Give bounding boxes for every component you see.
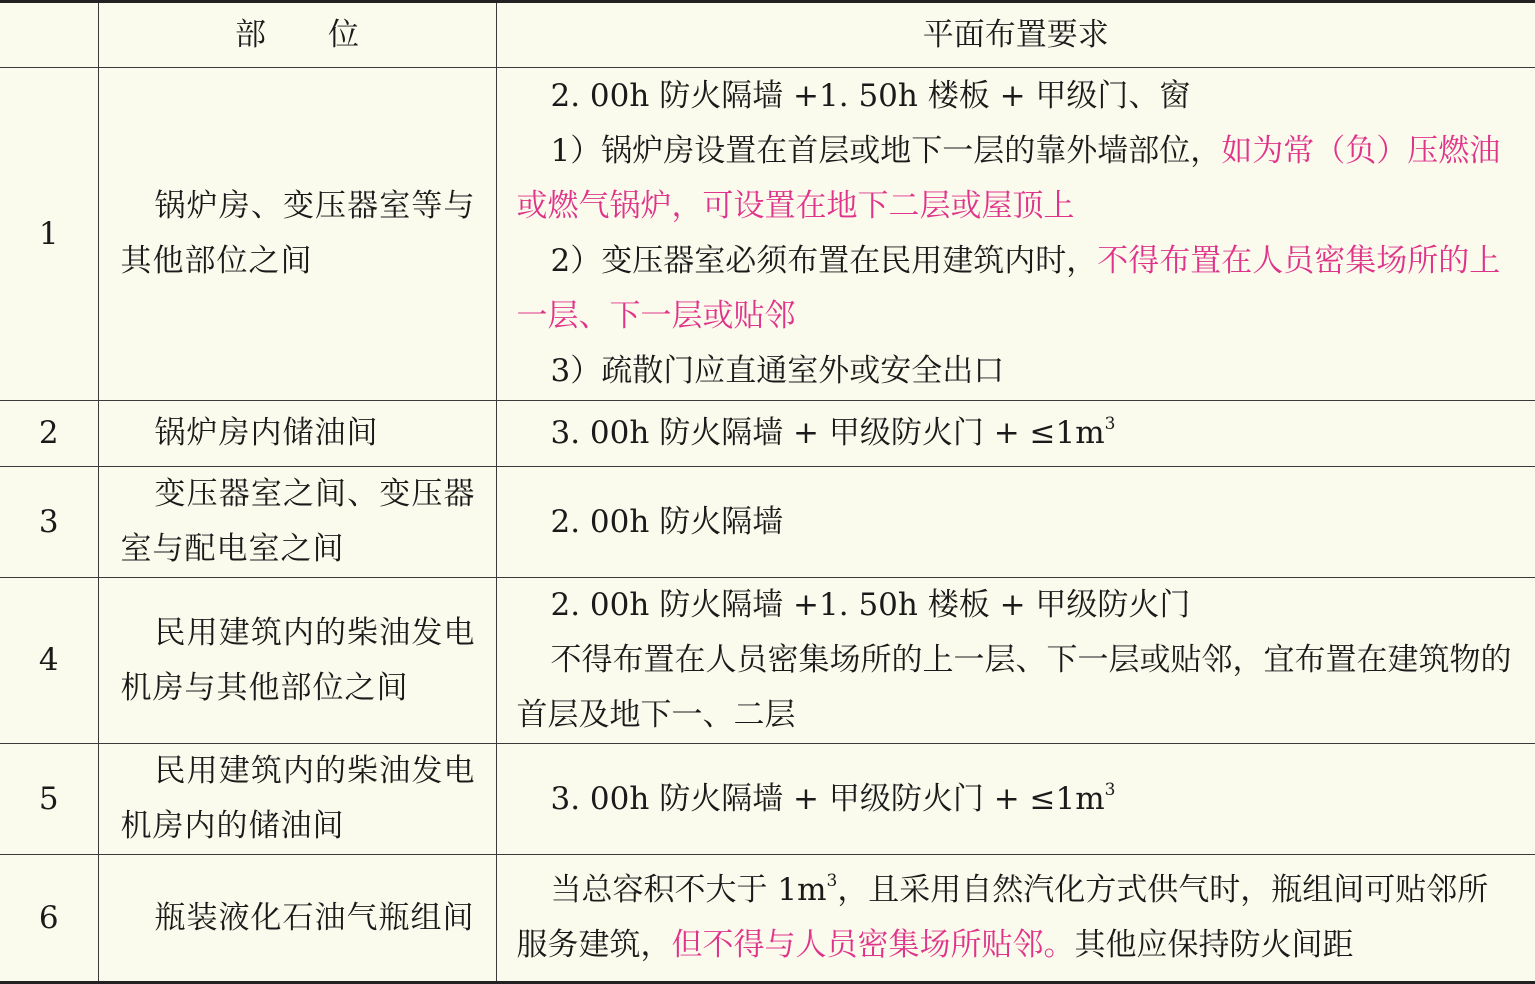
header-location: 部 位 [98, 2, 496, 68]
table-row [0, 467, 1535, 578]
row-requirement [496, 68, 1535, 401]
row-number: 3 [0, 467, 98, 578]
table-row [0, 401, 1535, 467]
row-requirement [496, 578, 1535, 744]
header-requirement: 平面布置要求 [496, 2, 1535, 68]
row-location: 锅炉房、变压器室等与其他部位之间 [98, 68, 496, 401]
row-number: 1 [0, 68, 98, 401]
row-location: 瓶装液化石油气瓶组间 [98, 855, 496, 983]
highlighted-text: 如为常（负）压燃油或燃气锅炉，可设置在地下二层或屋顶上 [516, 133, 1501, 224]
table-header-row [0, 2, 1535, 68]
row-number: 5 [0, 744, 98, 855]
row-location: 民用建筑内的柴油发电机房内的储油间 [98, 744, 496, 855]
row-location: 锅炉房内储油间 [98, 401, 496, 467]
highlighted-text: 但不得与人员密集场所贴邻。 [671, 927, 1075, 963]
row-location: 民用建筑内的柴油发电机房与其他部位之间 [98, 578, 496, 744]
req-paragraph: 不得布置在人员密集场所的上一层、下一层或贴邻，宜布置在建筑物的首层及地下一、二层 [516, 642, 1512, 733]
req-line: 2. 00h 防火隔墙 +1. 50h 楼板 + 甲级门、窗 [550, 78, 1191, 114]
req-line: 2. 00h 防火隔墙 +1. 50h 楼板 + 甲级防火门 [550, 587, 1191, 623]
row-number: 6 [0, 855, 98, 983]
req-paragraph: 2）变压器室必须布置在民用建筑内时，不得布置在人员密集场所的上一层、下一层或贴邻 [516, 243, 1501, 334]
row-requirement: 3. 00h 防火隔墙 + 甲级防火门 + $\le 1m^3$ [496, 744, 1535, 855]
row-location: 变压器室之间、变压器室与配电室之间 [98, 467, 496, 578]
row-requirement: 当总容积不大于 $1m^3$，且采用自然汽化方式供气时，瓶组间可贴邻所服务建筑，但不得与人员密集场所贴邻。其他应保持防火间距 [496, 855, 1535, 983]
row-number: 4 [0, 578, 98, 744]
req-paragraph: 1）锅炉房设置在首层或地下一层的靠外墙部位，如为常（负）压燃油或燃气锅炉，可设置在地下二层或屋顶上 [516, 133, 1501, 224]
row-number: 2 [0, 401, 98, 467]
highlighted-text: 不得布置在人员密集场所的上一层、下一层或贴邻 [516, 243, 1501, 334]
header-num [0, 2, 98, 68]
req-paragraph: 3）疏散门应直通室外或安全出口 [550, 353, 1005, 389]
table-row [0, 578, 1535, 744]
row-requirement: 2. 00h 防火隔墙 [496, 467, 1535, 578]
table-row [0, 744, 1535, 855]
table-row [0, 68, 1535, 401]
table-row [0, 855, 1535, 983]
row-requirement: 3. 00h 防火隔墙 + 甲级防火门 + $\le 1m^3$ [496, 401, 1535, 467]
